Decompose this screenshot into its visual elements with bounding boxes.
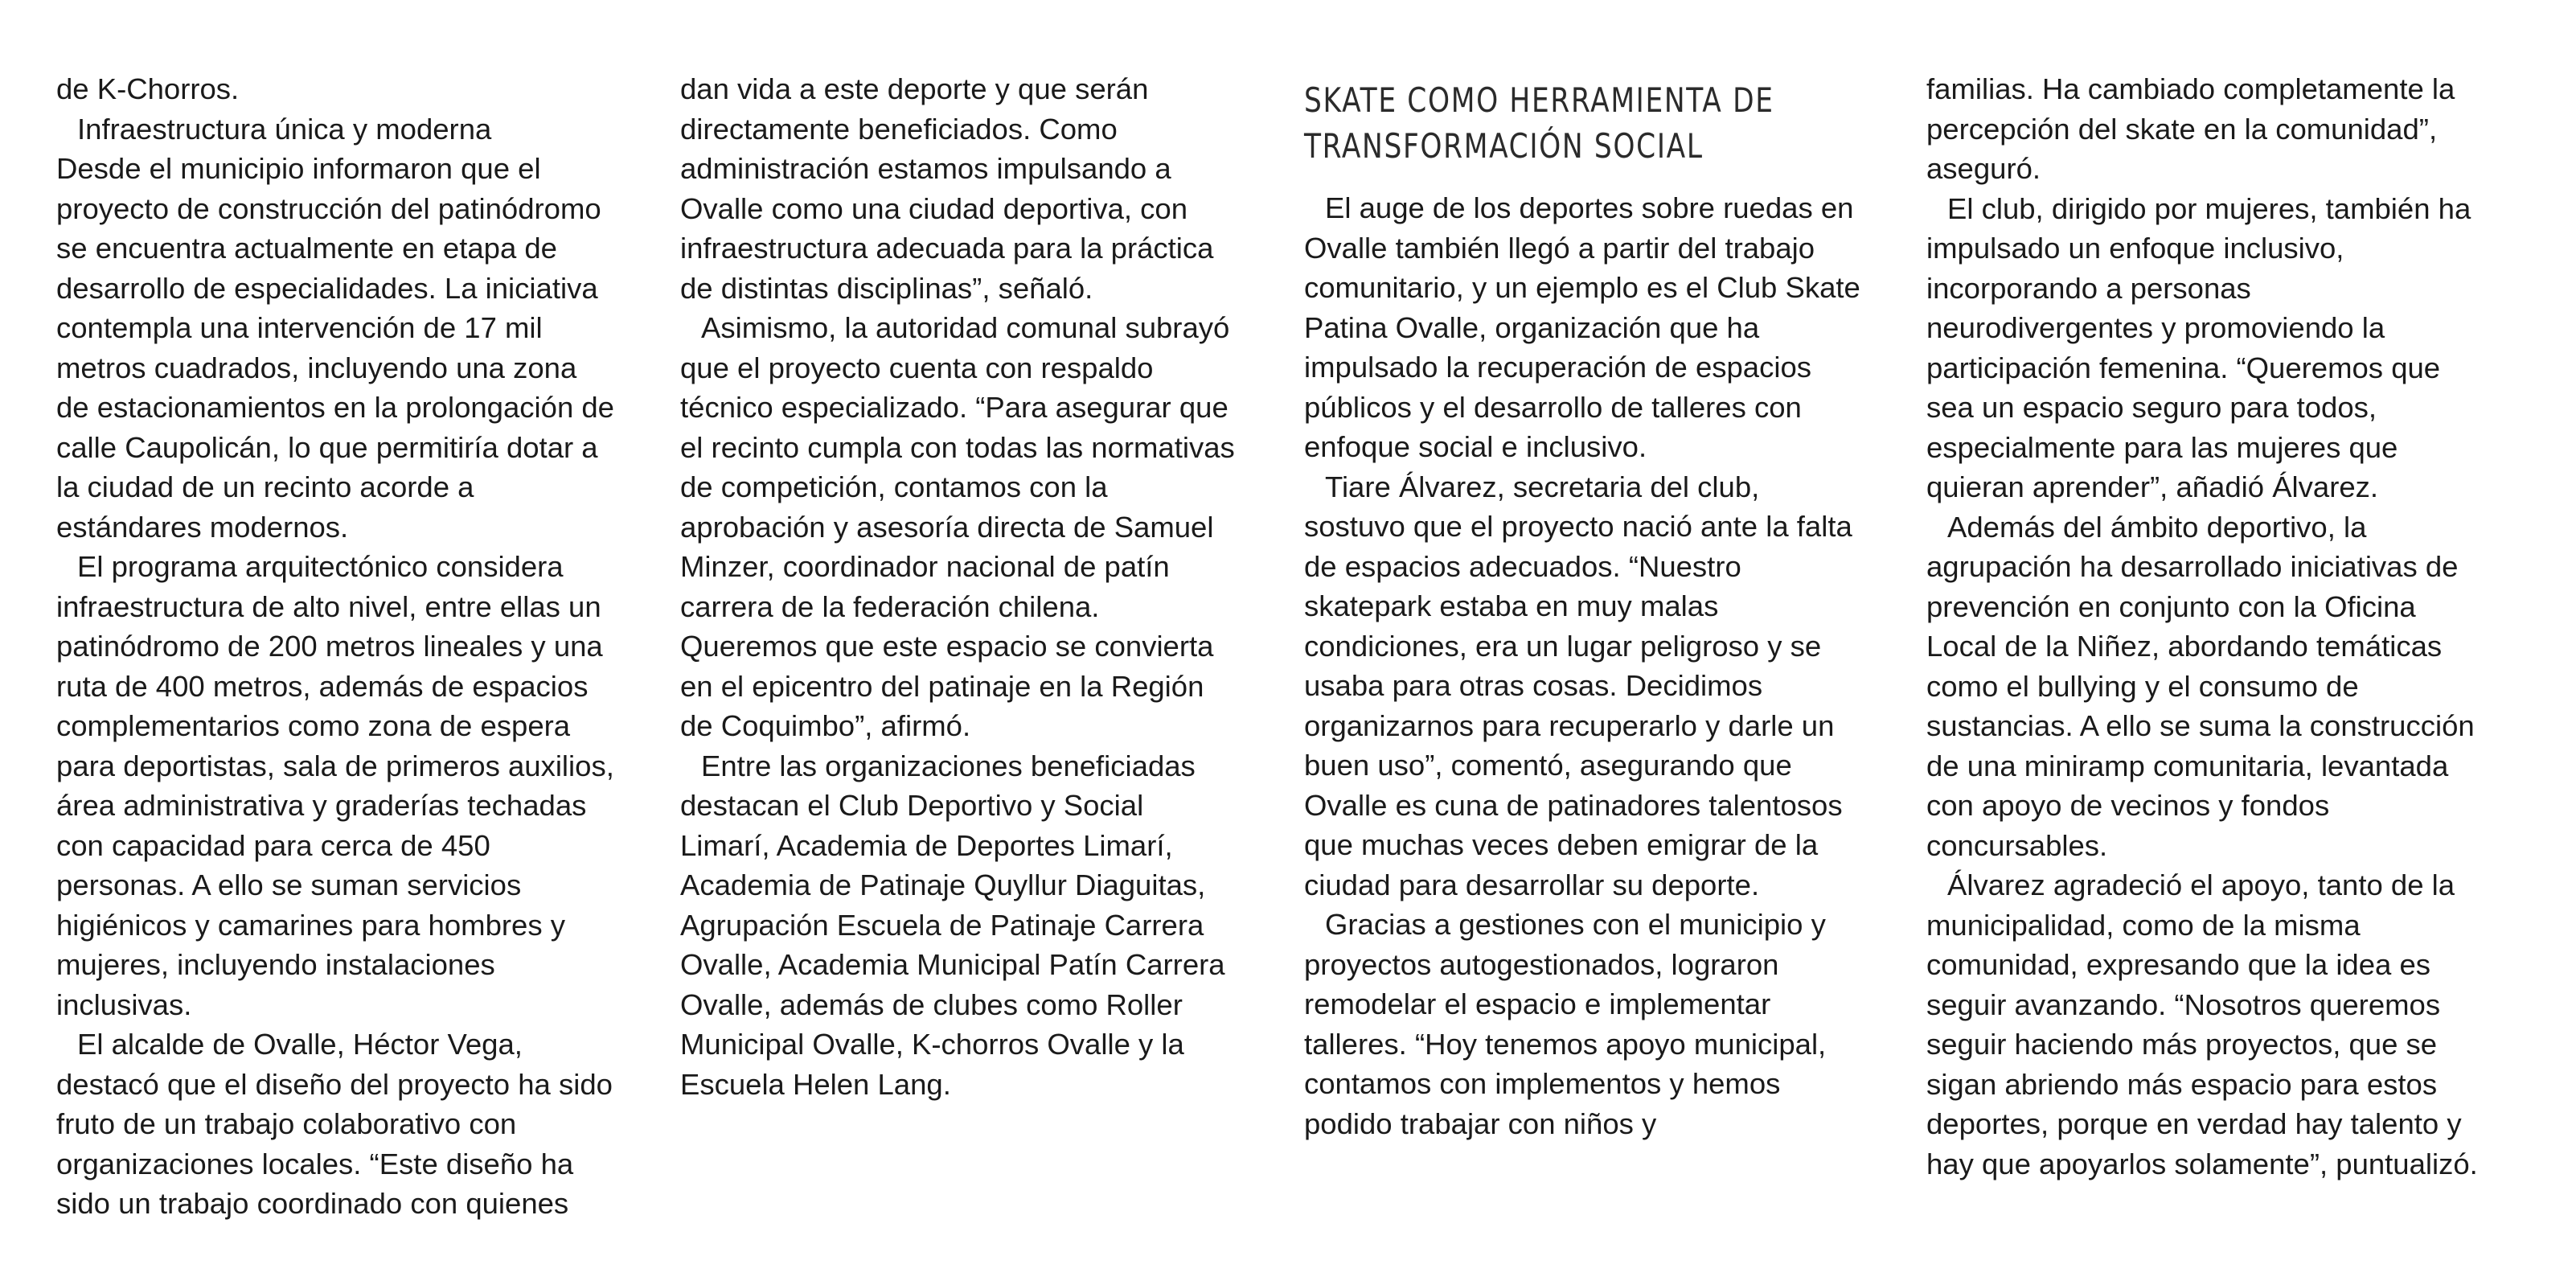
paragraph: El club, dirigido por mujeres, también ha impulsado un enfoque inclusivo, incorporando a personas neurodivergentes y promoviendo la participación femenina. “Queremos que sea un espacio seguro para todos, especialmente para las mujeres que quieran aprender”, añadió Álvarez.: [1926, 191, 2471, 503]
paragraph: El alcalde de Ovalle, Héctor Vega, destacó que el diseño del proyecto ha sido fruto de un trabajo colaborativo con organizaciones locales. “Este diseño ha sido un trabajo coordinado con quienes: [56, 1028, 613, 1220]
paragraph: Desde el municipio informaron que el proyecto de construcción del patinódromo se encuentra actualmente en etapa de desarrollo de especialidades. La iniciativa contempla una intervención de 17 mil metros cuadrados, incluyendo una zona de estacionamientos en la prolongación de calle Caupolicán, lo que permitiría dotar a la ciudad de un recinto acorde a estándares modernos.: [56, 152, 614, 544]
paragraph: dan vida a este deporte y que serán directamente beneficiados. Como administración estamos impulsando a Ovalle como una ciudad deportiva, con infraestructura adecuada para la práctica de distintas disciplinas”, señaló.: [680, 72, 1214, 305]
article-column-1: [56, 69, 615, 1224]
article-column-2: [680, 69, 1239, 1104]
paragraph: El programa arquitectónico considera infraestructura de alto nivel, entre ellas un patinódromo de 200 metros lineales y una ruta de 400 metros, además de espacios complementarios como zona de espera para deportistas, sala de primeros auxilios, área administrativa y graderías techadas con capacidad para cerca de 450 personas. A ello se suman servicios higiénicos y camarines para hombres y mujeres, incluyendo instalaciones inclusivas.: [56, 550, 614, 1021]
paragraph: Asimismo, la autoridad comunal subrayó que el proyecto cuenta con respaldo técnico especializado. “Para asegurar que el recinto cumpla con todas las normativas de competición, contamos con la aprobación y asesoría directa de Samuel Minzer, coordinador nacional de patín carrera de la federación chilena. Queremos que este espacio se convierta en el epicentro del patinaje en la Región de Coquimbo”, afirmó.: [680, 311, 1235, 742]
article-column-3: [1304, 69, 1863, 1143]
paragraph: Además del ámbito deportivo, la agrupación ha desarrollado iniciativas de prevención en conjunto con la Oficina Local de la Niñez, abordando temáticas como el bullying y el consumo de sustancias. A ello se suma la construcción de una miniramp comunitaria, levantada con apoyo de vecinos y fondos concursables.: [1926, 510, 2475, 862]
paragraph: familias. Ha cambiado completamente la percepción del skate en la comunidad”, aseguró.: [1926, 72, 2455, 185]
paragraph: El auge de los deportes sobre ruedas en Ovalle también llegó a partir del trabajo comunitario, y un ejemplo es el Club Skate Patina Ovalle, organización que ha impulsado la recuperación de espacios públicos y el desarrollo de talleres con enfoque social e inclusivo.: [1304, 191, 1860, 463]
paragraph: Gracias a gestiones con el municipio y proyectos autogestionados, lograron remodelar el espacio e implementar talleres. “Hoy tenemos apoyo municipal, contamos con implementos y hemos podido trabajar con niños y: [1304, 908, 1827, 1140]
paragraph: de K-Chorros.: [56, 72, 240, 105]
article-column-4: [1926, 69, 2485, 1184]
paragraph: Entre las organizaciones beneficiadas destacan el Club Deportivo y Social Limarí, Academia de Deportes Limarí, Academia de Patinaje Quyllur Diaguitas, Agrupación Escuela de Patinaje Carrera Ovalle, Academia Municipal Patín Carrera Ovalle, además de clubes como Roller Municipal Ovalle, K-chorros Ovalle y la Escuela Helen Lang.: [680, 749, 1225, 1101]
paragraph: Tiare Álvarez, secretaria del club, sostuvo que el proyecto nació ante la falta de espacios adecuados. “Nuestro skatepark estaba en muy malas condiciones, era un lugar peligroso y se usaba para otras cosas. Decidimos organizarnos para recuperarlo y darle un buen uso”, comentó, asegurando que Ovalle es cuna de patinadores talentosos que muchas veces deben emigrar de la ciudad para desarrollar su deporte.: [1304, 470, 1852, 901]
subheading: SKATE COMO HERRAMIENTA DE TRANSFORMACIÓN SOCIAL: [1304, 80, 1774, 166]
paragraph: Álvarez agradeció el apoyo, tanto de la municipalidad, como de la misma comunidad, expresando que la idea es seguir avanzando. “Nosotros queremos seguir haciendo más proyectos, que se sigan abriendo más espacio para estos deportes, porque en verdad hay talento y hay que apoyarlos solamente”, puntualizó.: [1926, 868, 2478, 1180]
section-heading: Infraestructura única y moderna: [77, 112, 492, 146]
